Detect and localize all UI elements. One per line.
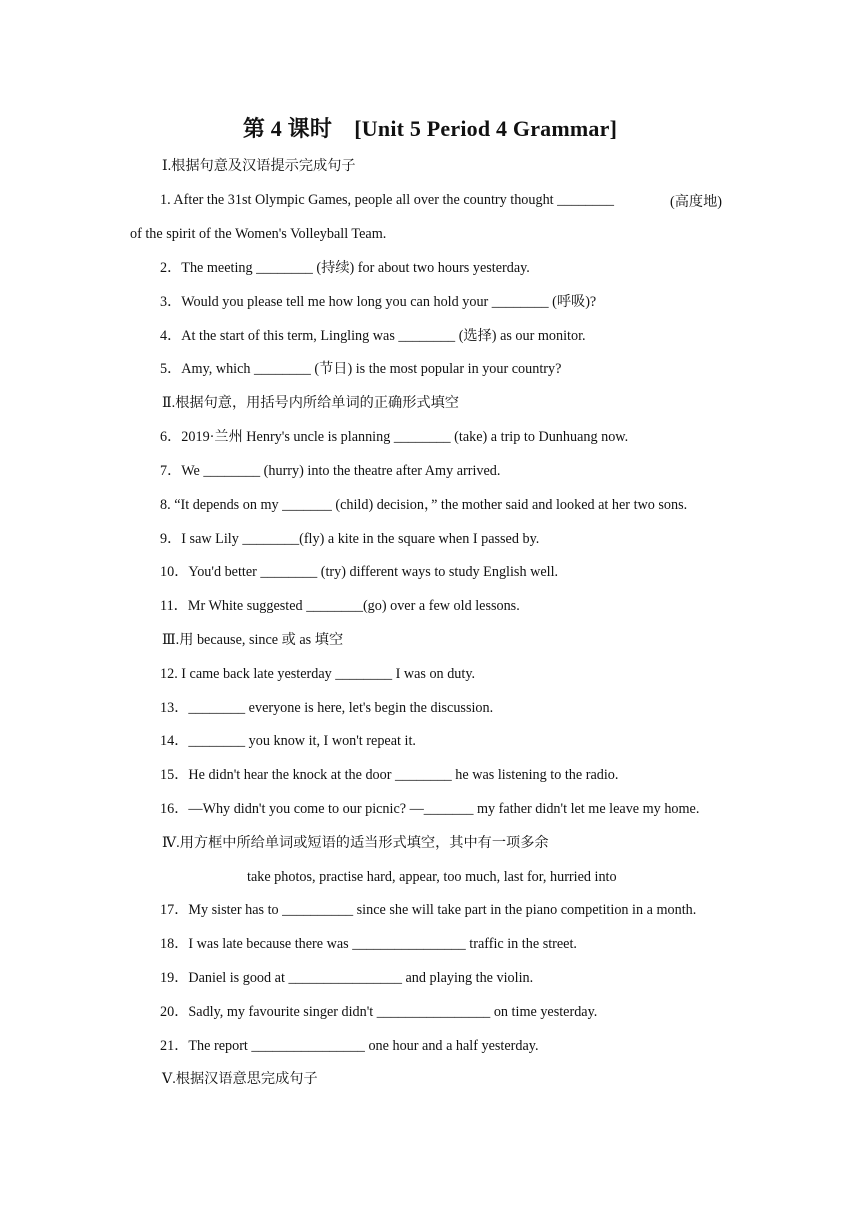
question-21: 21．The report ________________ one hour and a half yesterday. <box>160 1038 539 1054</box>
question-16: 16．—Why didn't you come to our picnic? —_______ my father didn't let me leave my home. <box>160 801 700 817</box>
section-3-heading: Ⅲ.用 because, since 或 as 填空 <box>162 632 344 648</box>
question-10: 10．You'd better ________ (try) different ways to study English well. <box>160 564 559 580</box>
word-box: take photos, practise hard, appear, too much, last for, hurried into <box>247 869 617 885</box>
question-17: 17．My sister has to __________ since she will take part in the piano competition in a month. <box>160 902 697 918</box>
question-14: 14．________ you know it, I won't repeat it. <box>160 733 416 749</box>
question-11: 11．Mr White suggested ________(go) over a few old lessons. <box>160 598 520 614</box>
question-19: 19．Daniel is good at ________________ and playing the violin. <box>160 970 534 986</box>
question-3: 3．Would you please tell me how long you can hold your ________ (呼吸)? <box>160 294 597 310</box>
question-2: 2．The meeting ________ (持续) for about two hours yesterday. <box>160 260 530 276</box>
question-15: 15．He didn't hear the knock at the door ________ he was listening to the radio. <box>160 767 619 783</box>
page-title: 第 4 课时 [Unit 5 Period 4 Grammar] <box>242 116 618 141</box>
question-20: 20．Sadly, my favourite singer didn't ________________ on time yesterday. <box>160 1004 598 1020</box>
question-4: 4．At the start of this term, Lingling was ________ (选择) as our monitor. <box>160 328 586 344</box>
question-6: 6．2019·兰州 Henry's uncle is planning ________ (take) a trip to Dunhuang now. <box>160 429 629 445</box>
section-1-heading: Ⅰ.根据句意及汉语提示完成句子 <box>162 158 356 174</box>
section-2-heading: Ⅱ.根据句意，用括号内所给单词的正确形式填空 <box>162 395 459 411</box>
question-7: 7．We ________ (hurry) into the theatre after Amy arrived. <box>160 463 501 479</box>
question-13: 13．________ everyone is here, let's begin the discussion. <box>160 700 494 716</box>
section-5-heading: Ⅴ.根据汉语意思完成句子 <box>162 1071 318 1087</box>
question-5: 5．Amy, which ________ (节日) is the most popular in your country? <box>160 361 562 377</box>
section-4-heading: Ⅳ.用方框中所给单词或短语的适当形式填空，其中有一项多余 <box>162 835 549 851</box>
question-9: 9．I saw Lily ________(fly) a kite in the square when I passed by. <box>160 531 540 547</box>
question-1-hint: (高度地) <box>670 194 723 210</box>
question-12: 12. I came back late yesterday ________ I was on duty. <box>160 666 476 682</box>
question-1: 1. After the 31st Olympic Games, people all over the country thought ________ <box>160 192 614 208</box>
question-1-continued: of the spirit of the Women's Volleyball Team. <box>130 226 387 242</box>
question-8: 8. “It depends on my _______ (child) decision，” the mother said and looked at her two sons. <box>160 497 688 513</box>
question-18: 18．I was late because there was ________________ traffic in the street. <box>160 936 577 952</box>
